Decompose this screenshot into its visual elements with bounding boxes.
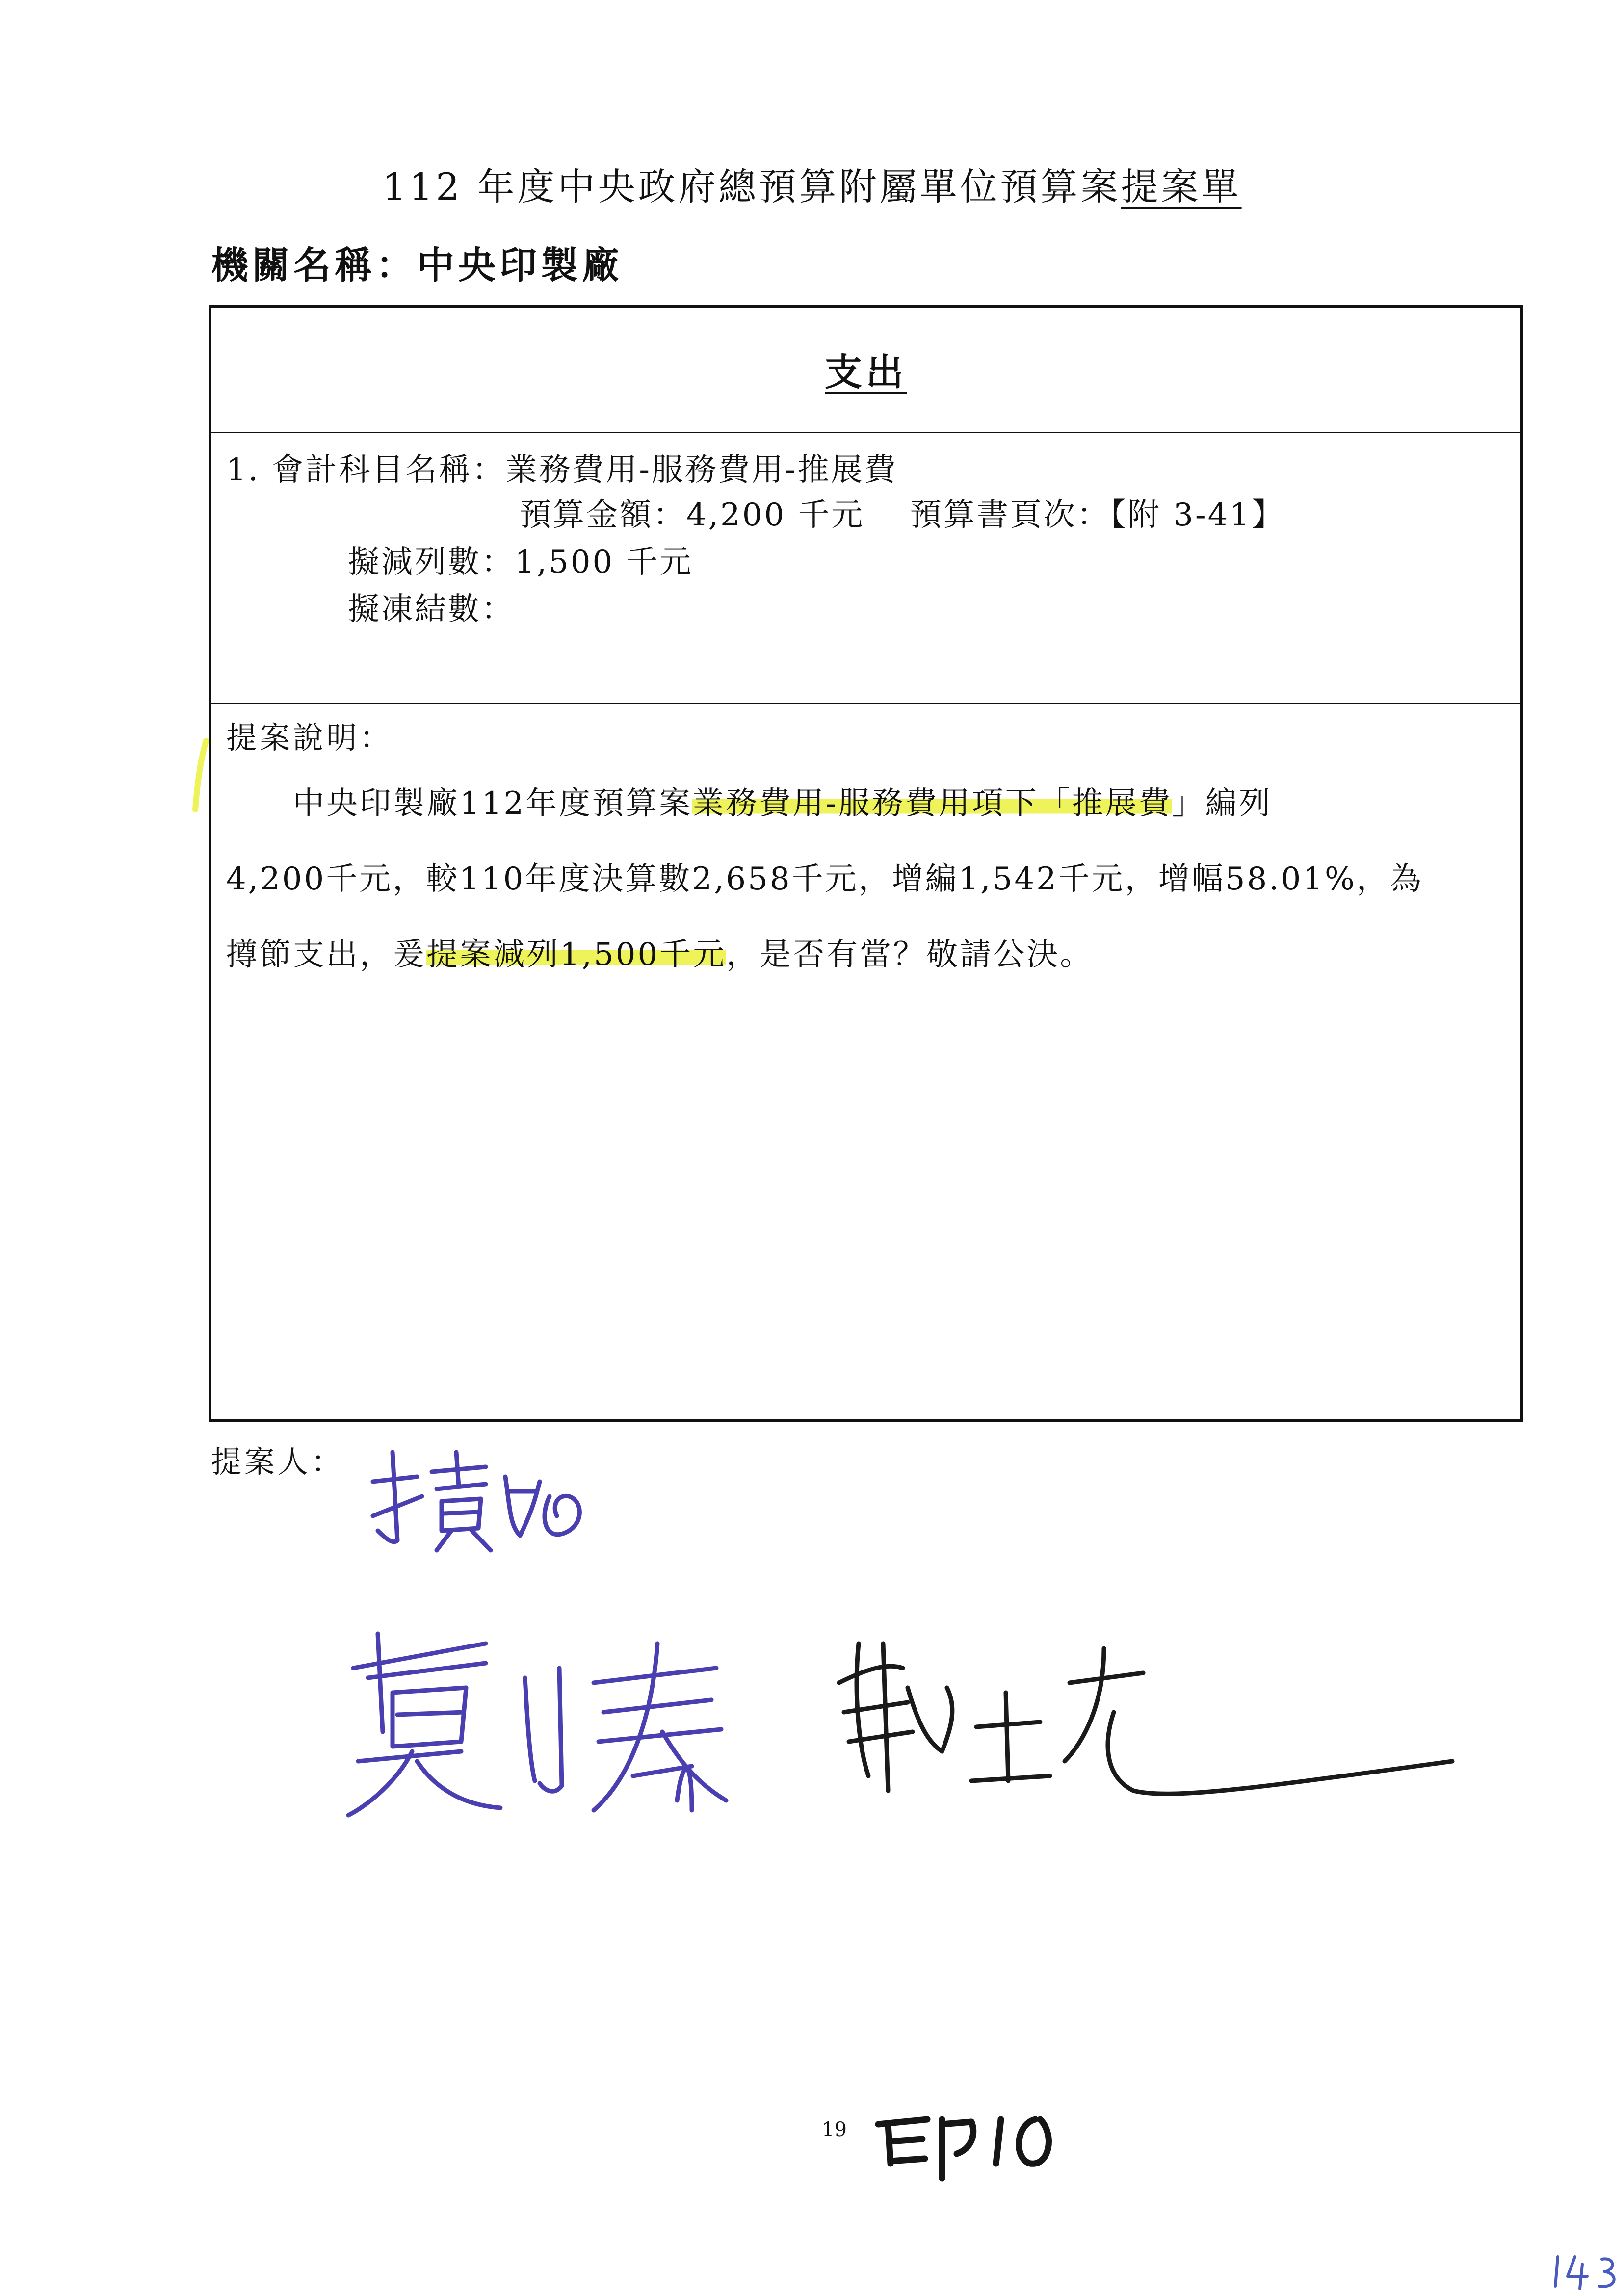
agency-name: 中央印製廠 — [417, 243, 623, 287]
title-underlined: 提案單 — [1121, 165, 1242, 209]
signature-3 — [829, 1614, 1462, 1835]
explanation-line-3 — [226, 937, 1497, 973]
explanation-line-2: 4,200千元，較110年度決算數2,658千元，增編1,542千元，增幅58.01%，為 — [226, 861, 1423, 897]
para1-end: 」編列 — [1172, 785, 1272, 822]
document-title — [0, 157, 1624, 210]
title-main: 112 年度中央政府總預算附屬單位預算案 — [382, 165, 1121, 209]
margin-highlight-mark — [186, 736, 216, 814]
budget-amount-line: 預算金額：4,200 千元 預算書頁次：【附 3-41】 — [520, 497, 1285, 533]
corner-page-mark — [1550, 2247, 1624, 2291]
freeze-amount-line: 擬凍結數： — [348, 591, 515, 627]
explanation-line-1 — [226, 785, 1497, 822]
para3-end: ，是否有當？敬請公決。 — [726, 937, 1094, 973]
section-header — [211, 342, 1520, 396]
explanation-divider — [211, 703, 1520, 704]
highlight-cut-amount: 提案減列1,500千元 — [426, 937, 727, 973]
explanation-label: 提案說明： — [226, 720, 393, 756]
account-name-line: 1. 會計科目名稱：業務費用-服務費用-推展費 — [226, 452, 898, 488]
cut-amount-line: 擬減列數：1,500 千元 — [348, 544, 693, 580]
proposal-form — [209, 305, 1523, 1422]
para3-start: 撙節支出，爰 — [226, 937, 426, 973]
section-divider — [211, 432, 1520, 433]
para1-start: 中央印製廠112年度預算案 — [226, 785, 693, 822]
agency-line — [211, 235, 623, 289]
proposer-label: 提案人： — [211, 1444, 345, 1480]
signature-2 — [339, 1614, 780, 1835]
agency-label: 機關名稱： — [211, 243, 417, 287]
signature-1 — [363, 1442, 599, 1560]
page-number: 19 — [822, 2118, 847, 2141]
highlight-service-fee: 業務費用-服務費用項下「推展費 — [692, 785, 1172, 822]
section-title: 支出 — [825, 350, 907, 394]
handwritten-stamp-mark — [868, 2105, 1065, 2183]
